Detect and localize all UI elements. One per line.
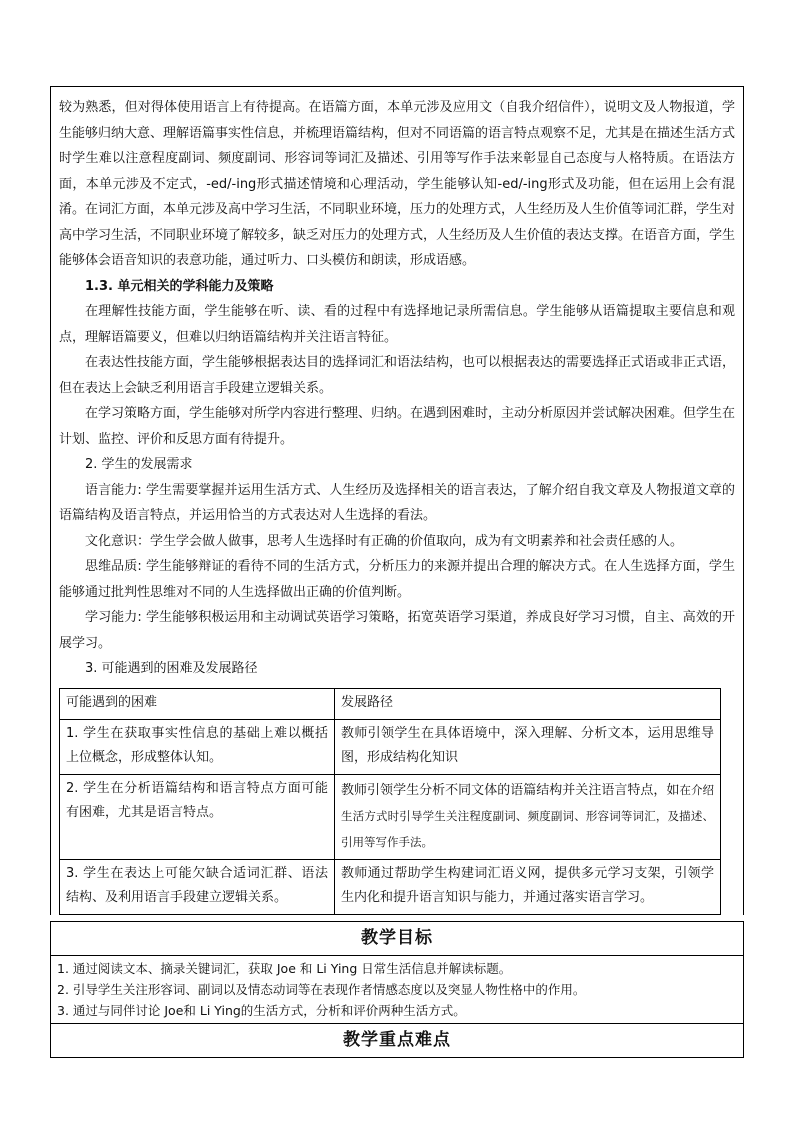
lesson-plan-page [50, 86, 744, 1058]
table-row [60, 859, 721, 914]
difficulty-cell: 2. 学生在分析语篇结构和语言特点方面可能有困难，尤其是语言特点。 [60, 774, 335, 859]
goals-list [50, 955, 744, 1023]
paragraph-thinking: 思维品质: 学生能够辩证的看待不同的生活方式，分析压力的来源并提出合理的解决方式。在人生选择方面，学生能够通过批判性思维对不同的人生选择做出正确的价值判断。 [59, 559, 735, 600]
path-cell: 教师通过帮助学生构建词汇语义网，提供多元学习支架，引领学生内化和提升语言知识与能力，并通过落实语言学习。 [335, 859, 721, 914]
goal-item: 2. 引导学生关注形容词、副词以及情态动词等在表现作者情感态度以及突显人物性格中的作用。 [57, 981, 586, 997]
goal-item: 3. 通过与同伴讨论 Joe和 Li Ying的生活方式，分析和评价两种生活方式。 [57, 1002, 466, 1018]
path-text-small: 在介绍生活方式时引导学生关注程度副词、频度副词、形容词等词汇，及描述、引用等写作手法。 [341, 782, 714, 849]
paragraph-learning: 学习能力: 学生能够积极运用和主动调试英语学习策略，拓宽英语学习渠道，养成良好学习习惯，自主、高效的开展学习。 [59, 610, 735, 651]
difficulty-table [59, 688, 721, 915]
goals-title: 教学目标 [50, 921, 744, 955]
difficulty-cell: 1. 学生在获取事实性信息的基础上难以概括上位概念，形成整体认知。 [60, 719, 335, 774]
paragraph-language: 语言能力: 学生需要掌握并运用生活方式、人生经历及选择相关的语言表达，了解介绍自我文章及人物报道文章的语篇结构及语言特点，并运用恰当的方式表达对人生选择的看法。 [59, 482, 735, 523]
goal-item: 1. 通过阅读文本、摘录关键词汇，获取 Joe 和 Li Ying 日常生活信息并解读标题。 [57, 960, 512, 976]
difficulty-cell: 3. 学生在表达上可能欠缺合适词汇群、语法结构、及利用语言手段建立逻辑关系。 [60, 859, 335, 914]
heading-abilities: 1.3. 单元相关的学科能力及策略 [85, 278, 274, 294]
keypoints-title: 教学重点难点 [50, 1023, 744, 1058]
heading-difficulties: 3. 可能遇到的困难及发展路径 [85, 661, 258, 676]
paragraph-comprehension: 在理解性技能方面，学生能够在听、读、看的过程中有选择地记录所需信息。学生能够从语篇提取主要信息和观点，理解语篇要义，但难以归纳语篇结构并关注语言特征。 [59, 304, 735, 345]
table-header: 发展路径 [335, 688, 721, 719]
analysis-cell [51, 87, 743, 686]
table-header-row [60, 688, 721, 719]
table-row [60, 774, 721, 859]
paragraph-discourse: 较为熟悉，但对得体使用语言上有待提高。在语篇方面，本单元涉及应用文（自我介绍信件），说明文及人物报道，学生能够归纳大意、理解语篇事实性信息，并梳理语篇结构，但对不同语篇的语言特点观察不足，尤其是在描述生活方式时学生难以注意程度副词、频度副词、形容词等词汇及描述、引用等写作手法来彰显自己态度与人格特质。在语法方面，本单元涉及不定式，-ed/-ing形式描述情境和心理活动，学生能够认知-ed/-ing形式及功能，但在运用上会有混淆。在词汇方面，本单元涉及高中学习生活，不同职业环境，压力的处理方式，人生经历及人生价值等词汇群，学生对高中学习生活，不同职业环境了解较多，缺乏对压力的处理方式，人生经历及人生价值的表达支撑。在语音方面，学生能够体会语音知识的表意功能，通过听力、口头模仿和朗读，形成语感。 [59, 100, 736, 268]
table-header: 可能遇到的困难 [60, 688, 335, 719]
path-cell [335, 774, 721, 859]
paragraph-expression: 在表达性技能方面，学生能够根据表达目的选择词汇和语法结构，也可以根据表达的需要选择正式语或非正式语，但在表达上会缺乏利用语言手段建立逻辑关系。 [59, 355, 736, 396]
paragraph-culture: 文化意识：学生学会做人做事，思考人生选择时有正确的价值取向，成为有文明素养和社会责任感的人。 [85, 533, 684, 549]
paragraph-strategy: 在学习策略方面，学生能够对所学内容进行整理、归纳。在遇到困难时，主动分析原因并尝试解决困难。但学生在计划、监控、评价和反思方面有待提升。 [59, 406, 736, 447]
path-cell: 教师引领学生在具体语境中，深入理解、分析文本，运用思维导图，形成结构化知识 [335, 719, 721, 774]
heading-needs: 2. 学生的发展需求 [85, 457, 193, 472]
path-text: 教师引领学生分析不同文体的语篇结构并关注语言特点，如 [341, 782, 680, 798]
analysis-section [50, 86, 744, 915]
table-row [60, 719, 721, 774]
